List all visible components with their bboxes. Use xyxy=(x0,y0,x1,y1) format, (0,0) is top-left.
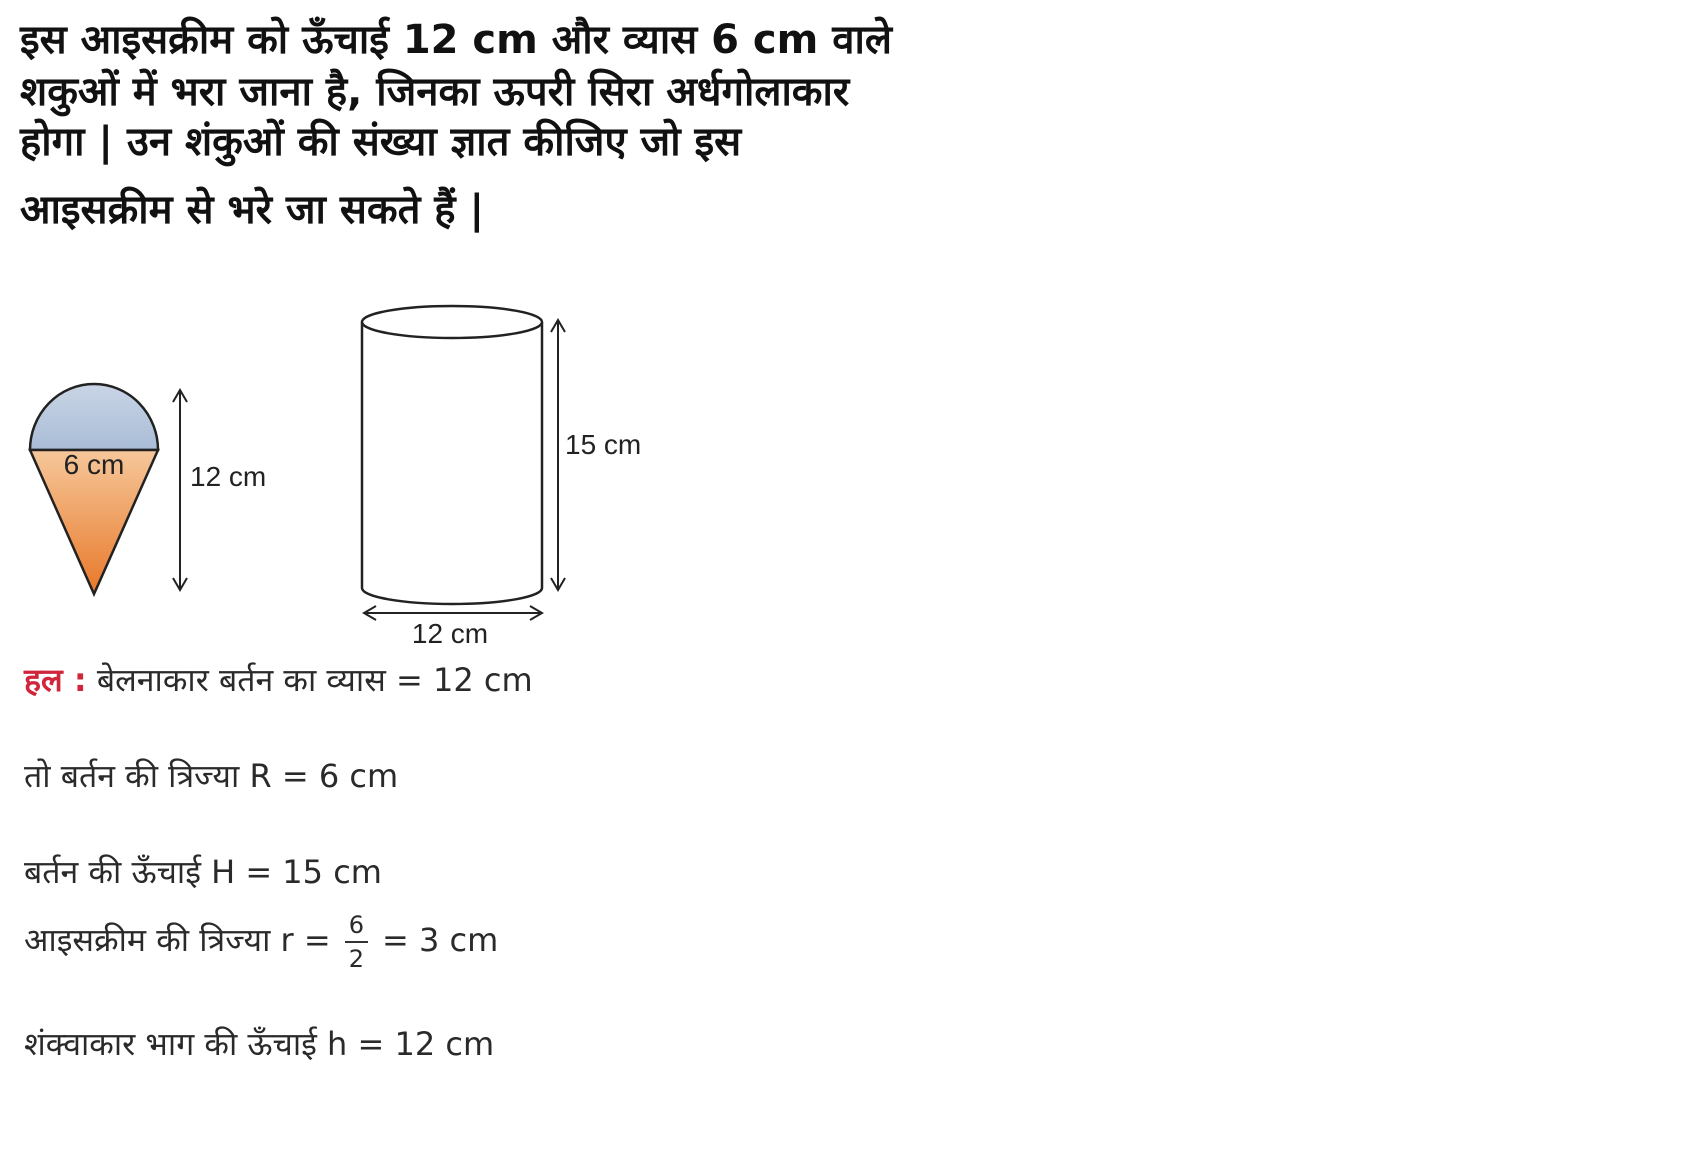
solution-line-4-suffix: = 3 cm xyxy=(381,921,499,959)
question-line-2: शकुओं में भरा जाना है, जिनका ऊपरी सिरा अर्धगोलाकार xyxy=(20,69,850,115)
radius-fraction xyxy=(345,911,368,973)
solution-line-5: शंक्वाकार भाग की ऊँचाई h = 12 cm xyxy=(24,1025,495,1063)
solution-line-4 xyxy=(24,902,498,978)
question-line-1: इस आइसक्रीम को ऊँचाई 12 cm और व्यास 6 cm वाले xyxy=(20,17,892,63)
cone-diameter-label: 6 cm xyxy=(63,449,125,480)
fraction-numerator: 6 xyxy=(345,911,368,943)
solution-line-1-text: बेलनाकार बर्तन का व्यास = 12 cm xyxy=(96,661,533,699)
solution-line-3: बर्तन की ऊँचाई H = 15 cm xyxy=(24,853,382,891)
solution-line-4-prefix: आइसक्रीम की त्रिज्या r = xyxy=(24,921,331,959)
solution-label: हल : xyxy=(24,661,87,699)
question-line-4: आइसक्रीम से भरे जा सकते हैं | xyxy=(20,187,485,233)
cone-height-arrow xyxy=(173,390,187,590)
fraction-denominator: 2 xyxy=(348,945,364,973)
cylinder-height-label: 15 cm xyxy=(565,429,642,460)
cylinder-height-arrow xyxy=(551,320,565,590)
cylindrical-vessel xyxy=(362,306,542,604)
hemisphere-scoop xyxy=(30,384,158,450)
question-line-3: होगा | उन शंकुओं की संख्या ज्ञात कीजिए जो इस xyxy=(20,119,742,165)
cylinder-diameter-label: 12 cm xyxy=(411,618,489,649)
solution-line-2: तो बर्तन की त्रिज्या R = 6 cm xyxy=(24,757,399,795)
cone-height-label: 12 cm xyxy=(190,461,267,492)
solution-line-1 xyxy=(24,660,533,700)
ice-cream-cone xyxy=(30,384,158,594)
